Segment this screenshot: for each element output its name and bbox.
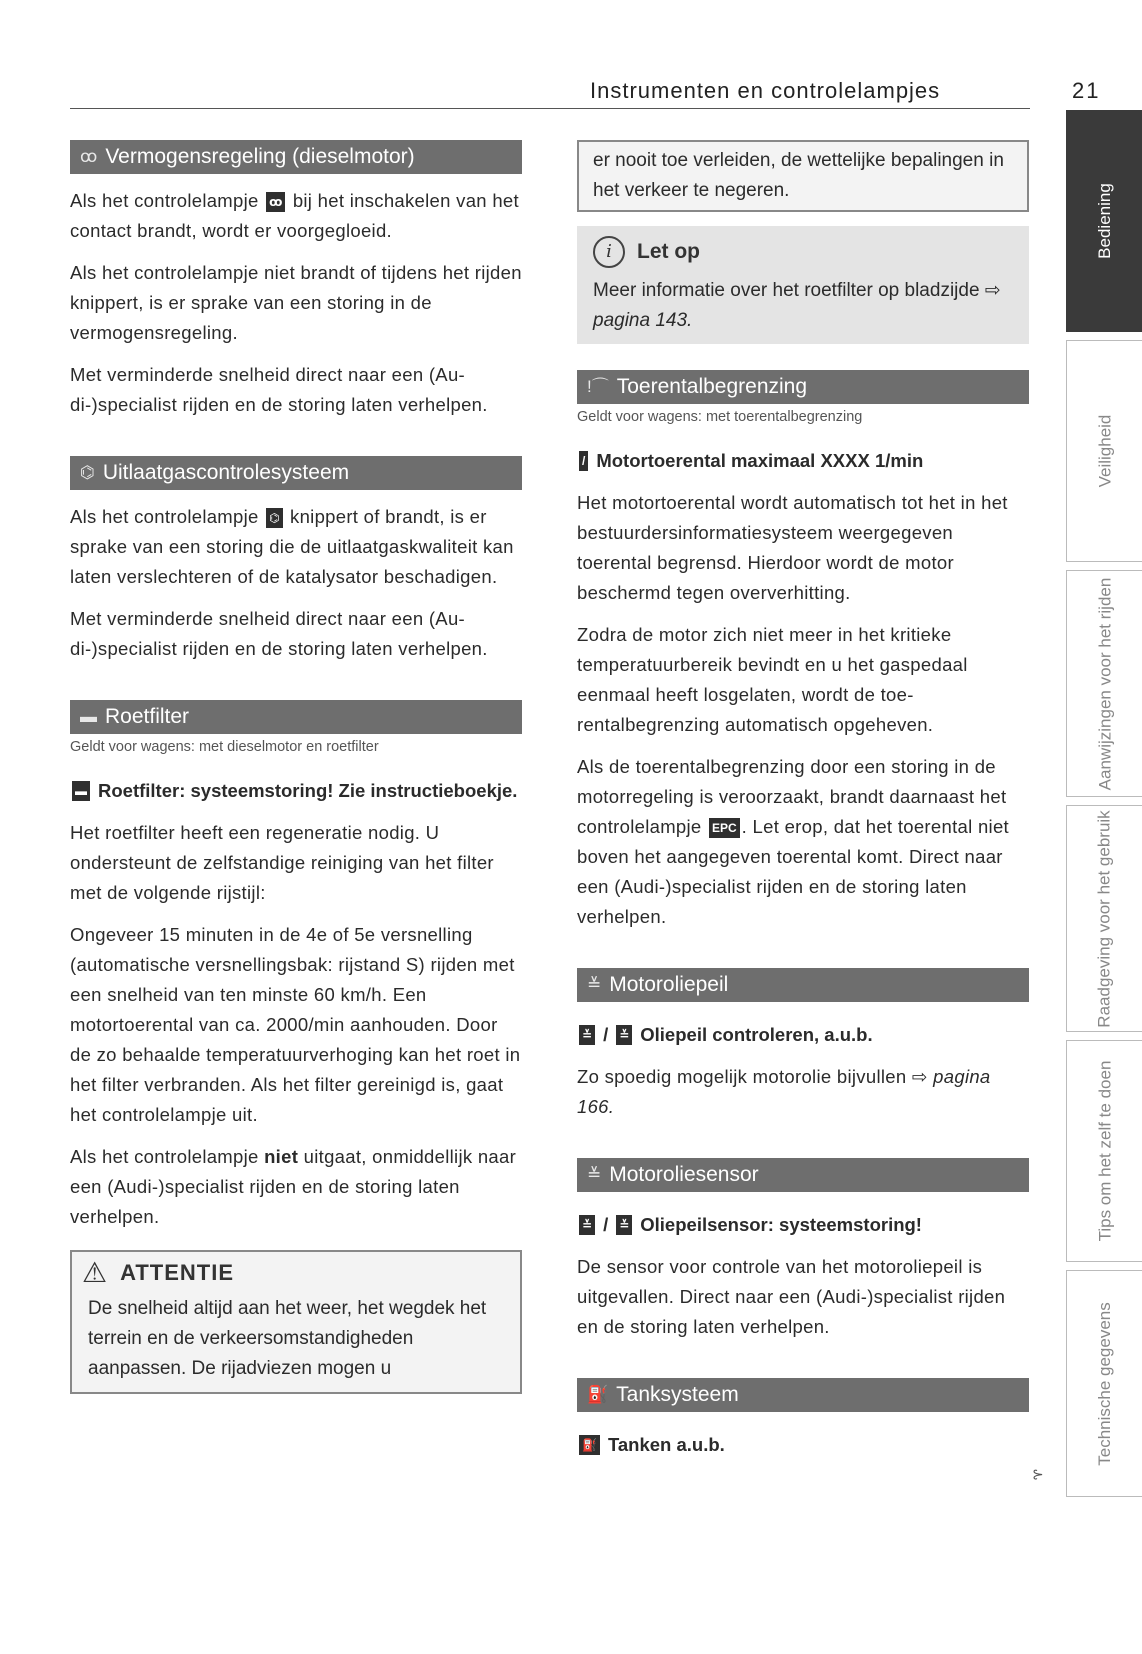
epc-icon: EPC	[709, 818, 740, 838]
paragraph: Met verminderde snelheid direct naar een (Audi-)specialist rijden en de storing laten verhelpen.	[70, 364, 488, 415]
header-rule	[70, 108, 1030, 109]
tab-veiligheid[interactable]	[1066, 340, 1142, 562]
fuel-pump-icon: ⛽	[587, 1385, 609, 1404]
section-heading-motoroliesensor	[577, 1158, 1029, 1192]
oil-level-icon: ≚	[616, 1025, 632, 1045]
attention-continuation: er nooit toe verleiden, de wettelijke bepalingen in het verkeer te negeren.	[577, 140, 1029, 212]
attention-body: De snelheid altijd aan het weer, het wegdek het terrein en de verkeersomstandigheden aanpassen. De rijadviezen mogen u	[88, 1298, 487, 1379]
fuel-pump-icon: ⛽	[579, 1435, 600, 1455]
tab-label: Aanwijzingen voor het rijden	[1095, 577, 1114, 790]
warning-message: ≚ / ≚ Oliepeilsensor: systeemstoring!	[577, 1210, 1029, 1240]
warning-message: ▬ Roetfilter: systeemstoring! Zie instructieboekje.	[70, 776, 522, 806]
applies-note: Geldt voor wagens: met dieselmotor en roetfilter	[70, 739, 379, 755]
right-column	[577, 140, 1029, 1460]
applies-note: Geldt voor wagens: met toerentalbegrenzing	[577, 409, 863, 425]
oil-level-icon: ≚	[587, 975, 602, 994]
section-heading-tanksysteem	[577, 1378, 1029, 1412]
paragraph: De sensor voor controle van het motoroliepeil is uitgevallen. Direct naar een (Audi-)specialist rijden en de storing laten verhelpen.	[577, 1256, 1006, 1337]
oil-sensor-icon: ≚	[616, 1215, 632, 1235]
section-title: Uitlaatgascontrolesysteem	[102, 461, 350, 484]
paragraph: Zo spoedig mogelijk motorolie bijvullen ⇨ pagina 166.	[577, 1066, 991, 1117]
tab-label: Tips om het zelf te doen	[1095, 1060, 1114, 1242]
attention-box	[70, 1250, 522, 1394]
paragraph: Als het controlelampje ⌬ knippert of brandt, is er sprake van een storing die de uitlaatgaskwaliteit kan laten verslechteren of de katalysator beschadigen.	[70, 506, 514, 587]
tab-label: Technische gegevens	[1095, 1301, 1115, 1466]
warning-triangle-icon: ⚠	[82, 1257, 109, 1288]
section-title: Motoroliesensor	[609, 1163, 759, 1186]
paragraph: Het roetfilter heeft een regeneratie nodig. U ondersteunt de zelfstandige reiniging van het filter met de volgende rijstijl:	[70, 822, 494, 903]
glow-plug-icon: ꝏ	[80, 147, 98, 166]
section-title: Vermogensregeling (dieselmotor)	[105, 145, 415, 168]
oil-sensor-icon: ≚	[579, 1215, 595, 1235]
oil-level-icon: ≚	[579, 1025, 595, 1045]
particulate-filter-icon: ▬	[72, 781, 90, 801]
tab-label: Veiligheid	[1095, 414, 1114, 488]
rpm-limit-icon: /	[579, 451, 588, 471]
paragraph: Het motortoerental wordt automatisch tot het in het bestuurdersinformatiesysteem weergegeven toerental begrensd. Hierdoor wordt de motor beschermd tegen oververhitting.	[577, 492, 1008, 603]
rpm-limit-icon: !⌒	[587, 377, 609, 396]
glow-plug-icon: ꝏ	[266, 192, 285, 212]
section-heading-roetfilter	[70, 700, 522, 734]
continuation-mark: ⊱	[1032, 1466, 1044, 1482]
warning-message: / Motortoerental maximaal XXXX 1/min	[577, 446, 1029, 476]
tab-aanwijzingen[interactable]	[1066, 570, 1142, 797]
tab-bediening[interactable]	[1066, 110, 1142, 332]
paragraph: Zodra de motor zich niet meer in het kritieke temperatuurbereik bevindt en u het gaspedaal eenmaal heeft losgelaten, wordt de toerentalbegrenzing automatisch opgeheven.	[577, 624, 968, 735]
section-title: Tanksysteem	[616, 1383, 739, 1406]
left-column	[70, 140, 522, 1394]
paragraph: Als de toerentalbegrenzing door een storing in de motorregeling is veroorzaakt, brandt daarnaast het controlelampje EPC . Let erop, dat het toerental niet boven het aangegeven toerental komt. Direct naar een (Audi-)specialist rijden en de storing laten verhelpen.	[577, 756, 1009, 927]
section-title: Roetfilter	[105, 705, 190, 728]
running-header: Instrumenten en controlelampjes	[590, 78, 941, 103]
note-title: Let op	[637, 240, 700, 263]
tab-label: Bediening	[1095, 183, 1114, 259]
paragraph: Ongeveer 15 minuten in de 4e of 5e versnelling (automatische versnellingsbak: rijstand S) rijden met een snelheid van ten minste 60 km/h. Een motortoerental van ca. 2000/min aanhouden. Door de zo behaalde temperatuurverhoging kan het roet in het filter verbranden. Als het filter gereinigd is, gaat het controlelampje uit.	[70, 924, 521, 1125]
particulate-filter-icon: ▬	[80, 707, 97, 726]
tab-raadgeving[interactable]	[1066, 805, 1142, 1032]
page-reference-link[interactable]: pagina 143.	[593, 310, 693, 331]
attention-title: ATTENTIE	[120, 1260, 235, 1285]
paragraph: Met verminderde snelheid direct naar een (Audi-)specialist rijden en de storing laten verhelpen.	[70, 608, 488, 659]
page-number: 21	[1072, 78, 1101, 103]
arrow-icon: ⇨	[911, 1066, 928, 1087]
note-box	[577, 226, 1029, 344]
section-title: Toerentalbegrenzing	[616, 375, 808, 398]
engine-icon: ⌬	[80, 463, 95, 482]
note-body: Meer informatie over het roetfilter op bladzijde ⇨ pagina 143.	[593, 280, 1001, 331]
arrow-icon: ⇨	[984, 280, 1001, 301]
section-heading-toerentalbegrenzing	[577, 370, 1029, 404]
paragraph: Als het controlelampje niet brandt of tijdens het rijden knippert, is er sprake van een storing in de vermogensregeling.	[70, 262, 522, 343]
engine-icon: ⌬	[266, 508, 282, 528]
info-icon: i	[593, 236, 625, 268]
oil-sensor-icon: ≚	[587, 1165, 602, 1184]
section-heading-uitlaatgas	[70, 456, 522, 490]
tab-tips[interactable]	[1066, 1040, 1142, 1262]
paragraph: Als het controlelampje ꝏ bij het inschakelen van het contact brandt, wordt er voorgegloeid.	[70, 190, 519, 241]
section-heading-motoroliepeil	[577, 968, 1029, 1002]
warning-message: ≚ / ≚ Oliepeil controleren, a.u.b.	[577, 1020, 1029, 1050]
paragraph: Als het controlelampje niet uitgaat, onmiddellijk naar een (Audi-)specialist rijden en de storing laten verhelpen.	[70, 1146, 517, 1227]
tab-technische-gegevens[interactable]	[1066, 1270, 1142, 1497]
page-reference-link[interactable]: pagina 166.	[577, 1066, 991, 1117]
section-title: Motoroliepeil	[609, 973, 729, 996]
section-heading-vermogensregeling	[70, 140, 522, 174]
tab-label: Raadgeving voor het gebruik	[1095, 809, 1114, 1028]
warning-message: ⛽ Tanken a.u.b.	[577, 1430, 1029, 1460]
